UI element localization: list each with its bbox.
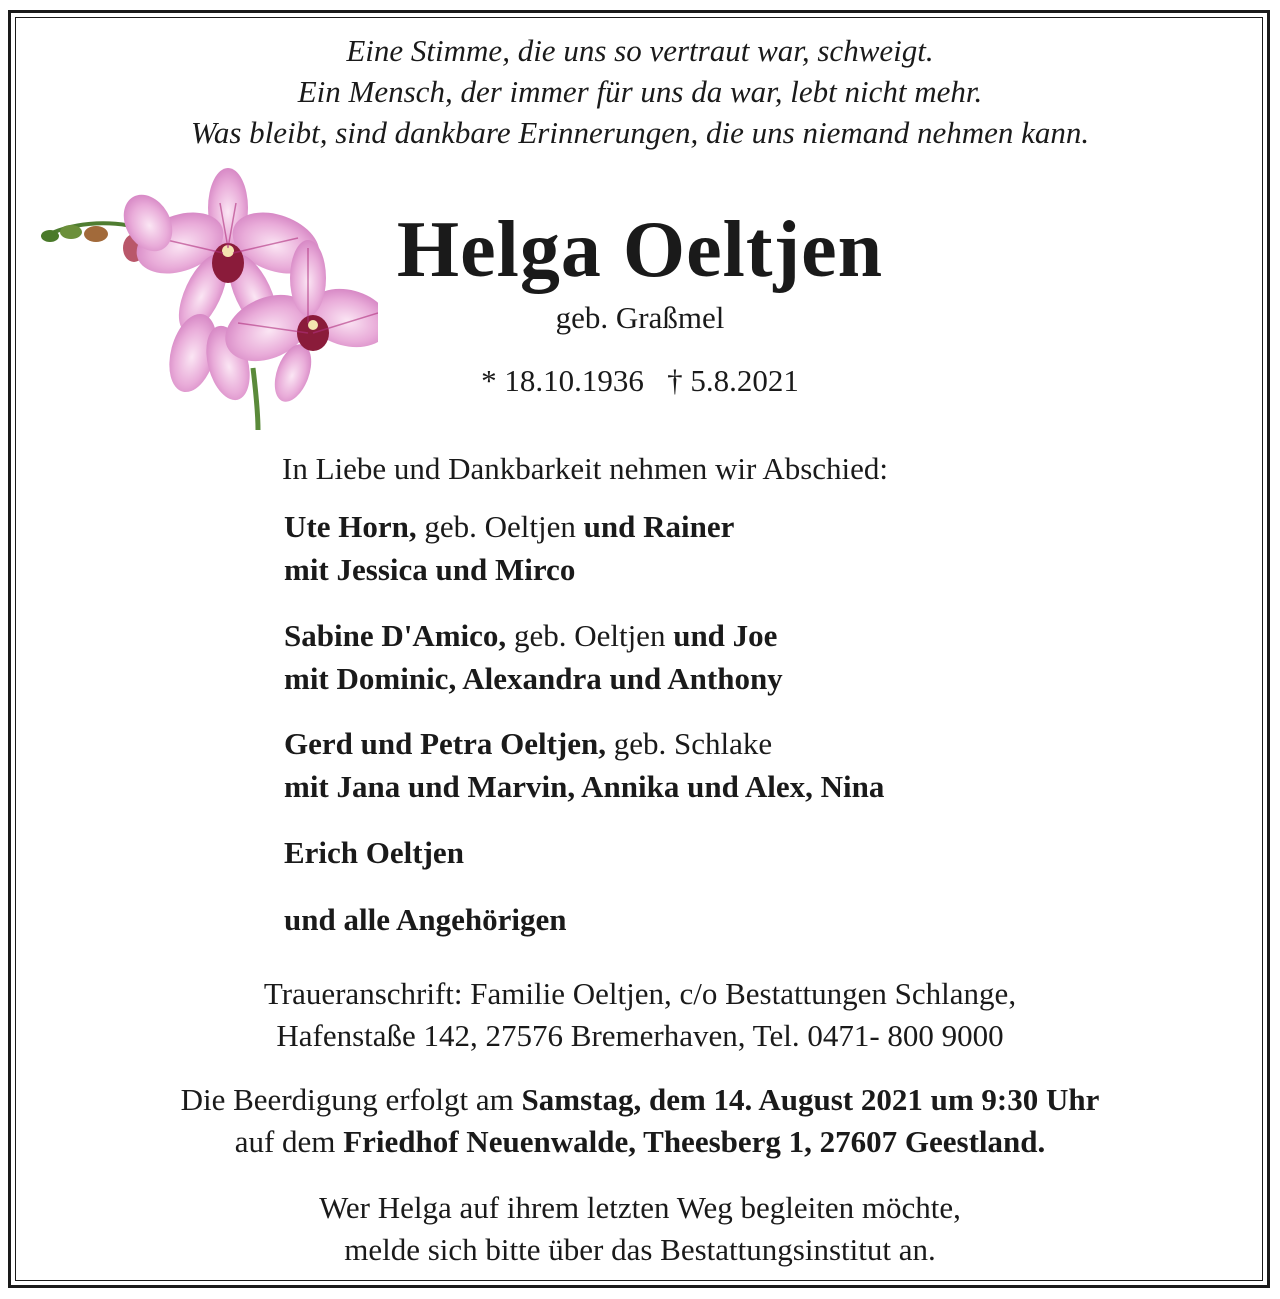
family-entry: Sabine D'Amico, geb. Oeltjen und Joe mit Dominic, Alexandra und Anthony xyxy=(284,618,783,696)
motto-verse xyxy=(0,30,1280,153)
life-dates xyxy=(340,360,940,402)
maiden-name: geb. Graßmel xyxy=(555,300,725,335)
birth-date: * 18.10.1936 xyxy=(481,363,644,398)
family-entry: und alle Angehörigen xyxy=(284,902,567,937)
motto-line: Ein Mensch, der immer für uns da war, lebt nicht mehr. xyxy=(297,74,983,109)
motto-line: Eine Stimme, die uns so vertraut war, schweigt. xyxy=(346,33,934,68)
family-entry: Ute Horn, geb. Oeltjen und Rainer mit Jessica und Mirco xyxy=(284,509,735,587)
death-date: † 5.8.2021 xyxy=(667,363,799,398)
mourning-address: Traueranschrift: Familie Oeltjen, c/o Bestattungen Schlange, Hafenstaße 142, 27576 Bremerhaven, Tel. 0471- 800 9000 xyxy=(263,976,1017,1053)
closing-note: Wer Helga auf ihrem letzten Weg begleiten möchte, melde sich bitte über das Bestattungsinstitut an. xyxy=(319,1190,961,1267)
deceased-name: Helga Oeltjen xyxy=(396,206,884,294)
motto-line: Was bleibt, sind dankbare Erinnerungen, die uns niemand nehmen kann. xyxy=(190,115,1090,150)
family-entry: Erich Oeltjen xyxy=(284,835,464,870)
farewell-intro: In Liebe und Dankbarkeit nehmen wir Abschied: xyxy=(282,451,889,486)
family-entry: Gerd und Petra Oeltjen, geb. Schlake mit Jana und Marvin, Annika und Alex, Nina xyxy=(284,726,885,804)
funeral-info: Die Beerdigung erfolgt am Samstag, dem 14. August 2021 um 9:30 Uhr auf dem Friedhof Neuenwalde, Theesberg 1, 27607 Geestland. xyxy=(180,1082,1100,1159)
